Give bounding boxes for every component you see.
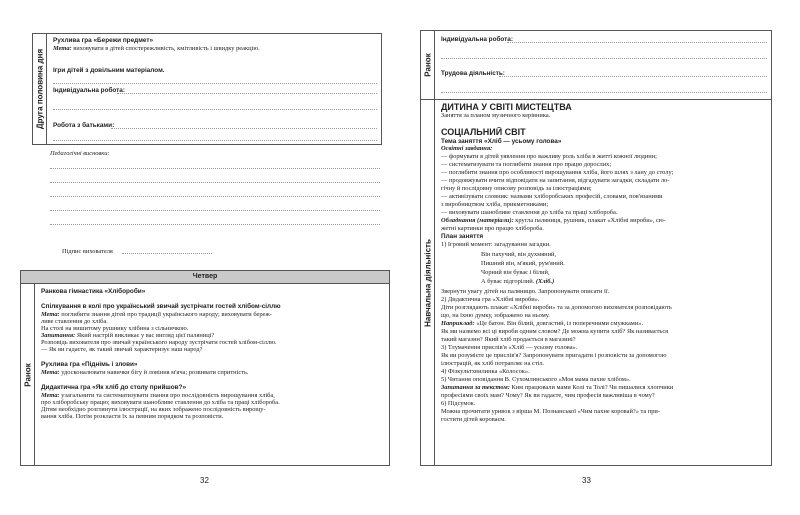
conclusions-section xyxy=(50,150,380,260)
talk-goal xyxy=(41,311,385,318)
riddle-line xyxy=(481,278,767,285)
text-line: — Як ви гадаєте, як такий звичай характеризує наш народ? xyxy=(41,346,203,353)
didactic-goal xyxy=(41,392,385,399)
topic-label: Тема заняття xyxy=(441,138,483,145)
plan-item: 2) Дидактична гра «Хлібні вироби». xyxy=(441,296,540,303)
riddle-answer: (Хліб.) xyxy=(535,278,555,285)
dotline xyxy=(53,83,377,84)
mobile-game-title: Рухлива гра «Піднімь і злови» xyxy=(41,361,138,368)
riddle-line: Чорний він буває і білий, xyxy=(481,269,550,276)
mobile-goal xyxy=(41,369,385,376)
riddle-line: Він пахучий, він духмяний, xyxy=(481,251,557,258)
games-with-material: Ігри дітей з довільним матеріалом. xyxy=(53,67,165,74)
equipment-text: кругла паляниця, рушник, плакат «Хлібні вироби», сю- xyxy=(513,217,666,224)
plan-item: 4) Фізкультхвилинка «Колосок». xyxy=(441,368,530,375)
task-line: — виховувати шанобливе ставлення до хліба та праці хлібороба. xyxy=(441,209,618,216)
example-line xyxy=(441,320,767,327)
text-line: Можна прочитати уривок з вірша М. Познанської «Чим пахне коровай?» та при- xyxy=(441,408,660,415)
goal-text: виховувати в дітей спостережливість, кмітливість і швидку реакцію. xyxy=(71,45,260,52)
text-line: жетні картинки про працю хлібороба. xyxy=(441,225,544,232)
task-line: — формувати в дітей уявлення про важливу роль хліба в житті кожної людини; xyxy=(441,153,657,160)
text-line: професіями своїх мам? Чому? Як ви гадаєте, чим професія важливіша в чому? xyxy=(441,392,655,399)
topic-line xyxy=(441,138,767,145)
equipment-line xyxy=(441,217,767,224)
task-line: з виробництвом хліба, прикметниками; xyxy=(441,201,549,208)
art-heading: ДИТИНА У СВІТІ МИСТЕЦТВА xyxy=(441,102,572,112)
question-text: Який настрій викликає у вас вигляд цієї паляниці? xyxy=(75,332,215,339)
right-page xyxy=(412,28,782,496)
example-text: «Це батон. Він білий, довгастий, із поперечними смужками». xyxy=(474,320,644,327)
afternoon-block xyxy=(32,33,382,145)
thursday-side-label: Ранок xyxy=(23,362,32,387)
text-line: ливе ставлення до хліба. xyxy=(41,318,108,325)
thursday-block xyxy=(20,270,390,466)
riddle-line: Пишний він, м'який, рум'яний. xyxy=(481,260,565,267)
dotline xyxy=(50,168,380,169)
dotline xyxy=(111,128,377,129)
goal-label: Мета: xyxy=(41,392,60,399)
text-line: Діти розглядають плакат «Хлібні вироби» та за допомогою вихователя розповідають xyxy=(441,304,672,311)
dotline xyxy=(53,140,377,141)
dotline xyxy=(53,109,377,110)
lesson-side-label: Навчальна діяльність xyxy=(423,238,432,327)
dotline xyxy=(50,182,380,183)
goal-label: Мета: xyxy=(53,45,72,52)
text-line: На столі на вишитому рушнику хлібина з сільничкою. xyxy=(41,325,189,332)
text-line: що, на їхню думку, зображено на ньому. xyxy=(441,312,550,319)
riddle-line-text: А буває підгорілий. xyxy=(481,278,535,285)
question-label: Запитання: xyxy=(41,332,76,339)
labor-activity-label: Трудова діяльність: xyxy=(441,70,505,77)
text-line: Дітям необхідно розглянути ілюстрації, на яких зображено послідовність вирощу- xyxy=(41,406,266,413)
text-questions-text: Ким працювали мами Колі та Толі? Чи пишалися хлопчики xyxy=(509,384,674,391)
example-label: Наприклад: xyxy=(441,320,475,327)
text-questions-label: Запитання за текстом: xyxy=(441,384,510,391)
individual-work-label: Індивідуальна робота: xyxy=(53,87,125,94)
question-line xyxy=(41,332,385,339)
gymnastics: Ранкова гімнастика «Хлібороби» xyxy=(41,288,146,295)
teacher-signature: Підпис вихователя xyxy=(62,248,113,255)
text-line: Розповідь вихователя про звичай українського народу зустрічати гостей хлібом-сіллю. xyxy=(41,339,277,346)
afternoon-content xyxy=(53,37,377,142)
text-questions-line xyxy=(441,384,767,391)
text-line: про хліборобську працю; виховувати шанобливе ставлення до хліба та праці хлібороба. xyxy=(41,399,280,406)
equipment-label: Обладнання (матеріали): xyxy=(441,217,514,224)
page-number: 33 xyxy=(582,476,591,485)
plan-label: План заняття xyxy=(441,233,484,240)
task-line: — активізувати словник: назвами хліборобських професій, словами, пов'язаними xyxy=(441,193,663,200)
thursday-header: Четвер xyxy=(21,271,389,284)
dotline xyxy=(499,76,767,77)
task-line: — продовжувати вчити відповідати на запитання, відгадувати загадки, складати ло- xyxy=(441,177,670,184)
plan-item: 6) Підсумок. xyxy=(441,400,476,407)
individual-work-label: Індивідуальна робота: xyxy=(441,36,513,43)
didactic-game-title: Дидактична гра «Як хліб до столу прийшов?» xyxy=(41,384,186,391)
dotline xyxy=(50,210,380,211)
text-line: Як ми назвемо всі ці вироби одним словом? Де можна купити хліб? Як називається xyxy=(441,328,669,335)
afternoon-side-label: Друга половина дня xyxy=(35,48,44,130)
goal-label: Мета: xyxy=(41,311,60,318)
text-line: Звернути увагу дітей на паляницю. Запропонувати описати її. xyxy=(441,288,610,295)
thursday-content xyxy=(41,288,385,463)
conclusions-label: Педагогічні висновки: xyxy=(50,150,110,157)
goal-text: поглибити знання дітей про традиції українського народу; виховувати береж- xyxy=(59,311,272,318)
dotline xyxy=(441,92,767,93)
left-page xyxy=(20,28,390,496)
topic-text: «Хліб — усьому голова» xyxy=(482,138,562,145)
dotline xyxy=(50,224,380,225)
tasks-label: Освітні завдання: xyxy=(441,145,493,152)
game-goal xyxy=(53,45,377,52)
task-line: гічну й послідовну описову розповідь за ілюстраціями; xyxy=(441,185,592,192)
task-line: — поглибити знання про особливості вирощування хліба, його шлях з лану до столу; xyxy=(441,169,674,176)
page-number: 32 xyxy=(200,476,209,485)
goal-text: удосконалювати навички бігу й ловіння м'яча; розвивати спритність. xyxy=(59,369,249,376)
morning-content xyxy=(441,36,767,97)
goal-text: узагальнити та систематизувати знання про послідовність вирощування хліба, xyxy=(59,392,275,399)
plan-item: 3) Тлумачення прислів'я «Хліб — усьому голова». xyxy=(441,344,578,351)
dotline xyxy=(122,253,212,254)
dotline xyxy=(117,93,377,94)
thursday-side-column xyxy=(21,284,35,465)
task-line: — систематизувати та поглибити знання про працю дорослих; xyxy=(441,161,612,168)
text-line: ілюстрацій, як хліб потрапляє на стіл. xyxy=(441,360,545,367)
text-line: Як ви розумієте це прислів'я? Запропонувати пригадати і розповісти за допомогою xyxy=(441,352,667,359)
plan-item: 1) Ігровий момент: загадування загадки. xyxy=(441,241,551,248)
dotline xyxy=(50,196,380,197)
afternoon-side-column xyxy=(33,34,47,144)
game-title: Рухлива гра «Бережи предмет» xyxy=(53,37,154,44)
plan-item: 5) Читання оповідання В. Сухомлинського «Моя мама пахне хлібом». xyxy=(441,376,631,383)
morning-side-column xyxy=(421,31,435,99)
lesson-content xyxy=(441,102,767,463)
lesson-block xyxy=(420,100,772,466)
text-line: вання хліба. Потім розкласти їх за певним порядком та розповісти. xyxy=(41,413,224,420)
dotline xyxy=(507,42,767,43)
dotline xyxy=(441,58,767,59)
morning-side-label: Ранок xyxy=(423,53,432,77)
art-plan: Заняття за планом музичного керівника. xyxy=(441,112,551,119)
talk-title: Спілкування в колі про український звичай зустрічати гостей хлібом-сіллю xyxy=(41,303,281,310)
text-line: такий магазин? Який хліб продається в магазині? xyxy=(441,336,576,343)
morning-block xyxy=(420,30,772,100)
goal-label: Мета: xyxy=(41,369,60,376)
text-line: гостити дітей короваєм. xyxy=(441,416,506,423)
social-heading: СОЦІАЛЬНИЙ СВІТ xyxy=(441,127,526,137)
lesson-side-column xyxy=(421,100,435,465)
parents-work-label: Робота з батьками: xyxy=(53,122,115,129)
